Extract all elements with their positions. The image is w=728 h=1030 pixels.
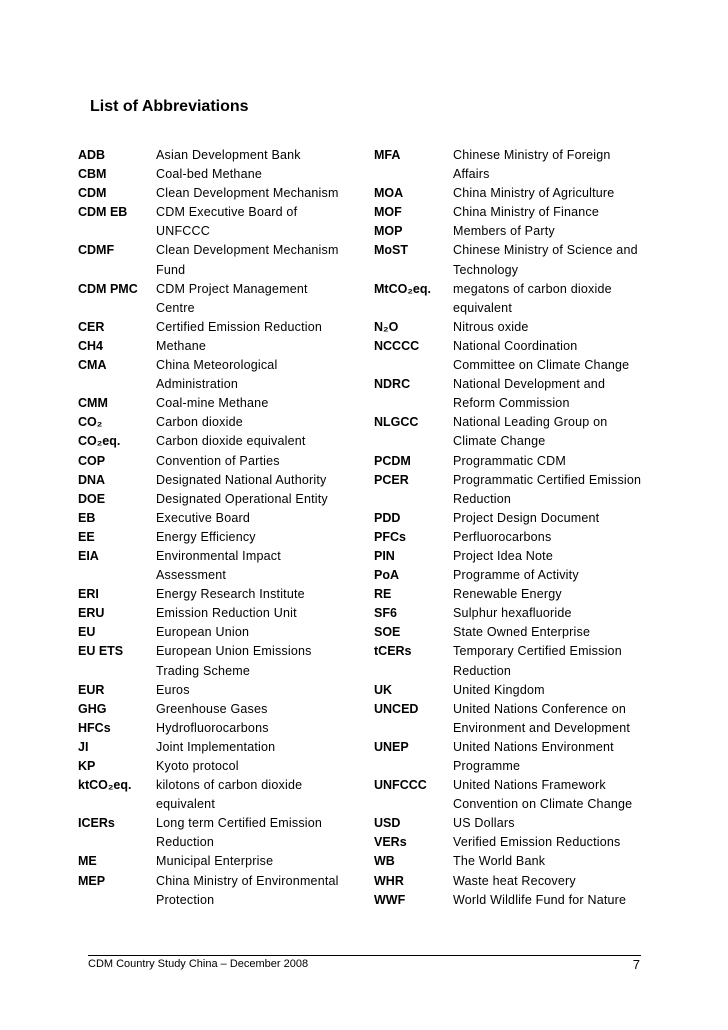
abbreviation-definition: Environmental Impact Assessment [156, 548, 281, 583]
abbreviation-term: CDM EB [78, 205, 128, 220]
abbreviation-definition: Carbon dioxide [156, 415, 243, 430]
abbreviation-row [78, 490, 348, 509]
abbreviation-row [78, 509, 348, 528]
abbreviation-row [78, 623, 348, 642]
abbreviation-row [78, 146, 348, 165]
abbreviation-row [374, 413, 654, 451]
abbreviation-row [374, 280, 654, 318]
abbreviation-definition: Chinese Ministry of Foreign Affairs [453, 148, 611, 182]
abbreviation-term: MoST [374, 243, 409, 258]
abbreviation-row [78, 776, 348, 814]
abbreviation-definition: Programmatic Certified Emission Reduction [453, 472, 642, 506]
abbreviation-term: WWF [374, 892, 406, 907]
abbreviation-row [374, 528, 654, 547]
abbreviation-term: CDM [78, 186, 107, 201]
abbreviation-row [374, 814, 654, 833]
abbreviation-row [78, 604, 348, 623]
abbreviation-row [78, 528, 348, 547]
abbreviation-row [374, 700, 654, 738]
abbreviation-definition: megatons of carbon dioxide equivalent [453, 281, 612, 315]
abbreviation-row [78, 184, 348, 203]
abbreviation-term: WB [374, 854, 395, 869]
abbreviation-row [374, 375, 654, 413]
abbreviation-term: UNCED [374, 701, 419, 716]
abbreviation-row [374, 604, 654, 623]
abbreviation-term: CH4 [78, 338, 104, 353]
abbreviation-definition: United Nations Framework Convention on Climate Change [453, 778, 633, 812]
abbreviation-definition: Emission Reduction Unit [156, 606, 297, 621]
abbreviation-definition: US Dollars [453, 816, 515, 831]
abbreviation-term: DNA [78, 472, 106, 487]
abbreviation-row [78, 852, 348, 871]
abbreviation-row [78, 241, 348, 279]
abbreviation-row [374, 318, 654, 337]
abbreviation-definition: Joint Implementation [156, 739, 276, 754]
abbreviation-row [78, 318, 348, 337]
abbreviation-term: PDD [374, 510, 401, 525]
abbreviation-definition: Clean Development Mechanism [156, 186, 339, 201]
abbreviation-term: UNFCCC [374, 778, 427, 793]
abbreviation-row [78, 165, 348, 184]
abbreviation-term: ICERs [78, 816, 115, 831]
abbreviation-term: PIN [374, 548, 395, 563]
abbreviation-term: MtCO₂eq. [374, 281, 431, 296]
abbreviation-row [78, 547, 348, 585]
abbreviation-definition: Members of Party [453, 224, 555, 239]
abbreviation-definition: China Ministry of Finance [453, 205, 600, 220]
abbreviation-row [78, 642, 348, 680]
abbreviation-row [374, 509, 654, 528]
abbreviation-term: CDMF [78, 243, 115, 258]
abbreviation-row [374, 776, 654, 814]
abbreviation-row [374, 222, 654, 241]
abbreviation-term: CDM PMC [78, 281, 138, 296]
abbreviation-row [78, 872, 348, 910]
abbreviation-row [374, 738, 654, 776]
abbreviation-term: CO₂ [78, 415, 103, 430]
abbreviation-row [78, 337, 348, 356]
abbreviation-definition: Asian Development Bank [156, 148, 301, 162]
abbreviation-definition: Municipal Enterprise [156, 854, 274, 869]
abbreviation-term: USD [374, 816, 401, 831]
abbreviation-term: EU ETS [78, 644, 124, 659]
abbreviation-definition: European Union Emissions Trading Scheme [156, 644, 312, 678]
abbreviation-row [374, 241, 654, 279]
abbreviation-term: CER [78, 319, 105, 334]
abbreviation-term: UK [374, 682, 393, 697]
abbreviation-row [374, 547, 654, 566]
abbreviation-term: EB [78, 510, 96, 525]
footer-text: CDM Country Study China – December 2008 [88, 958, 309, 970]
abbreviation-term: PFCs [374, 529, 406, 544]
abbreviation-definition: Hydrofluorocarbons [156, 720, 269, 735]
abbreviation-row [374, 566, 654, 585]
abbreviation-row [374, 642, 654, 680]
abbreviation-definition: CDM Project Management Centre [156, 281, 308, 315]
abbreviation-term: RE [374, 587, 392, 602]
abbreviation-definition: Chinese Ministry of Science and Technology [453, 243, 638, 277]
abbreviation-term: EU [78, 625, 96, 640]
abbreviation-definition: Coal-mine Methane [156, 396, 269, 411]
abbreviation-row [374, 681, 654, 700]
abbreviation-term: tCERs [374, 644, 412, 659]
abbreviation-definition: China Ministry of Agriculture [453, 186, 615, 201]
abbreviation-row [78, 452, 348, 471]
abbreviation-row [78, 203, 348, 241]
abbreviation-row [78, 413, 348, 432]
abbreviation-row [78, 700, 348, 719]
abbreviation-term: MOA [374, 186, 404, 201]
abbreviation-definition: Methane [156, 338, 207, 353]
abbreviation-term: PoA [374, 568, 399, 583]
abbreviation-definition: National Development and Reform Commission [453, 377, 606, 411]
abbreviation-term: CMA [78, 358, 107, 373]
abbreviation-definition: CDM Executive Board of UNFCCC [156, 205, 298, 239]
abbreviation-row [78, 280, 348, 318]
abbreviation-definition: Designated Operational Entity [156, 491, 328, 506]
abbreviation-term: WHR [374, 873, 404, 888]
abbreviation-definition: The World Bank [453, 854, 546, 869]
abbreviation-term: NLGCC [374, 415, 419, 430]
abbreviation-term: CMM [78, 396, 108, 411]
abbreviation-row [374, 833, 654, 852]
abbreviation-term: PCER [374, 472, 409, 487]
abbreviation-row [78, 394, 348, 413]
abbreviation-term: UNEP [374, 739, 409, 754]
abbreviation-definition: State Owned Enterprise [453, 625, 591, 640]
abbreviation-term: ERI [78, 587, 99, 602]
abbreviation-definition: Certified Emission Reduction [156, 319, 323, 334]
abbreviation-row [374, 471, 654, 509]
abbreviation-definition: Convention of Parties [156, 453, 280, 468]
abbreviation-row [78, 585, 348, 604]
abbreviation-row [374, 872, 654, 891]
abbreviation-row [374, 585, 654, 604]
abbreviation-term: CBM [78, 167, 107, 182]
abbreviation-definition: Temporary Certified Emission Reduction [453, 644, 622, 678]
abbreviation-definition: United Nations Environment Programme [453, 739, 614, 773]
abbreviation-definition: Executive Board [156, 510, 251, 525]
abbreviation-row [78, 356, 348, 394]
abbreviation-row [78, 432, 348, 451]
page-number: 7 [632, 957, 640, 972]
abbreviation-definition: Long term Certified Emission Reduction [156, 816, 323, 850]
abbreviation-term: ERU [78, 606, 105, 621]
abbreviation-term: ME [78, 854, 97, 869]
abbreviation-definition: Kyoto protocol [156, 759, 239, 773]
abbreviation-definition: kilotons of carbon dioxide equivalent [156, 778, 303, 812]
abbreviation-term: KP [78, 759, 96, 773]
abbreviation-row [78, 471, 348, 490]
abbreviation-definition: Energy Research Institute [156, 587, 305, 602]
abbreviation-definition: Renewable Energy [453, 587, 562, 602]
abbreviation-definition: Clean Development Mechanism Fund [156, 243, 339, 277]
abbreviation-row [374, 337, 654, 375]
abbreviation-definition: Sulphur hexafluoride [453, 606, 572, 621]
abbreviation-definition: Project Idea Note [453, 548, 553, 563]
abbreviation-definition: United Nations Conference on Environment and Development [453, 701, 631, 735]
abbreviation-term: SF6 [374, 606, 397, 621]
abbreviation-row [78, 757, 348, 776]
abbreviation-term: EUR [78, 682, 105, 697]
abbreviation-row [374, 852, 654, 871]
abbreviation-definition: Programme of Activity [453, 568, 579, 583]
page-title: List of Abbreviations [90, 98, 249, 115]
abbreviation-definition: Programmatic CDM [453, 453, 566, 468]
abbreviation-row [78, 738, 348, 757]
abbreviation-row [78, 681, 348, 700]
abbreviation-term: NDRC [374, 377, 411, 392]
abbreviation-definition: Verified Emission Reductions [453, 835, 621, 850]
abbreviation-definition: National Coordination Committee on Climate Change [453, 338, 630, 373]
abbreviation-row [374, 184, 654, 203]
abbreviation-term: VERs [374, 835, 407, 850]
abbreviation-definition: Perfluorocarbons [453, 529, 552, 544]
abbreviation-definition: Coal-bed Methane [156, 167, 263, 182]
abbreviation-term: SOE [374, 625, 401, 640]
abbreviation-term: EE [78, 529, 95, 544]
abbreviation-definition: Nitrous oxide [453, 319, 529, 334]
abbreviation-definition: World Wildlife Fund for Nature [453, 892, 627, 907]
abbreviation-definition: China Ministry of Environmental Protection [156, 873, 339, 907]
abbreviation-row [78, 719, 348, 738]
abbreviation-term: MOF [374, 205, 402, 220]
abbreviation-definition: European Union [156, 625, 250, 640]
abbreviation-term: PCDM [374, 453, 411, 468]
abbreviation-row [374, 623, 654, 642]
abbreviation-term: DOE [78, 491, 106, 506]
abbreviation-term: CO₂eq. [78, 434, 121, 449]
abbreviation-term: MEP [78, 873, 106, 888]
abbreviation-definition: Project Design Document [453, 510, 600, 525]
abbreviation-term: HFCs [78, 720, 111, 735]
abbreviation-list-right [374, 146, 654, 910]
abbreviation-definition: China Meteorological Administration [156, 358, 278, 392]
abbreviation-definition: Energy Efficiency [156, 529, 256, 544]
abbreviation-term: ktCO₂eq. [78, 778, 132, 793]
abbreviation-row [374, 203, 654, 222]
abbreviation-term: MFA [374, 148, 401, 162]
abbreviation-list-left [78, 146, 348, 910]
abbreviation-term: COP [78, 453, 106, 468]
abbreviation-term: N₂O [374, 319, 399, 334]
abbreviation-term: MOP [374, 224, 403, 239]
abbreviation-term: ADB [78, 148, 106, 162]
abbreviation-term: JI [78, 739, 89, 754]
abbreviation-row [374, 891, 654, 910]
abbreviation-definition: Carbon dioxide equivalent [156, 434, 306, 449]
footer-divider [88, 955, 641, 956]
abbreviation-term: NCCCC [374, 338, 420, 353]
abbreviation-definition: United Kingdom [453, 682, 545, 697]
abbreviation-definition: Waste heat Recovery [453, 873, 576, 888]
abbreviation-definition: Euros [156, 682, 190, 697]
abbreviation-row [374, 146, 654, 184]
abbreviation-definition: Greenhouse Gases [156, 701, 268, 716]
abbreviation-row [78, 814, 348, 852]
abbreviation-row [374, 452, 654, 471]
abbreviation-definition: Designated National Authority [156, 472, 327, 487]
abbreviation-definition: National Leading Group on Climate Change [453, 415, 608, 449]
abbreviation-term: EIA [78, 548, 99, 563]
abbreviation-term: GHG [78, 701, 107, 716]
